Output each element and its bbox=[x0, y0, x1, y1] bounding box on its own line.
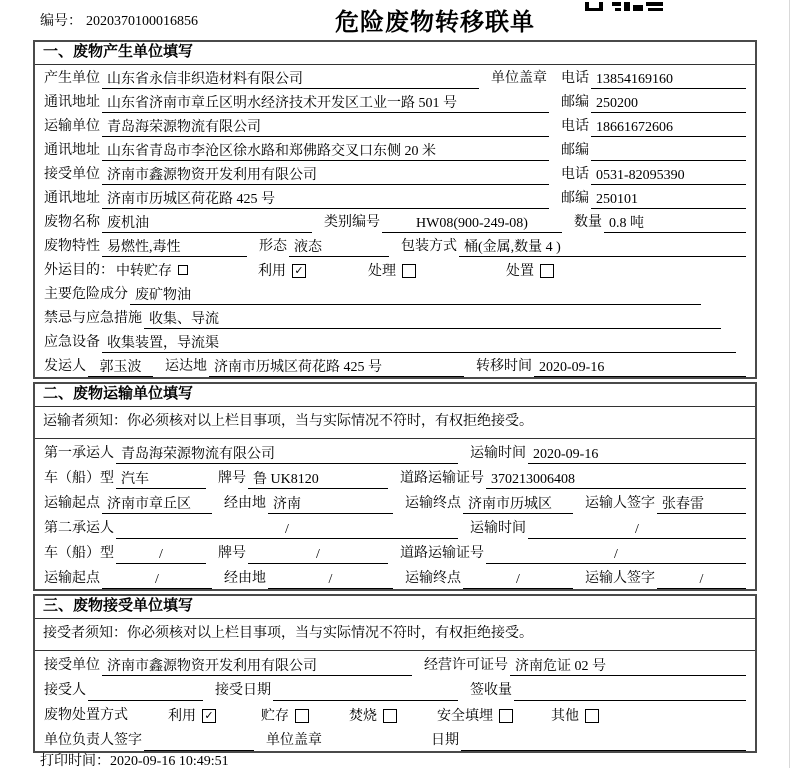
quantity-value: 0.8 吨 bbox=[604, 214, 746, 233]
route-end-2-value: / bbox=[463, 570, 573, 589]
disposal-option-utilize bbox=[168, 707, 216, 726]
row-shipper bbox=[35, 353, 755, 377]
disposal-option-utilize-label: 利用 bbox=[168, 709, 196, 724]
producer-phone-label: 电话 bbox=[561, 71, 589, 86]
second-carrier-value: / bbox=[116, 520, 458, 539]
transport-date-2-label: 运输时间 bbox=[470, 521, 526, 536]
row-disposal-method bbox=[35, 701, 755, 726]
disposal-option-other-label: 其他 bbox=[551, 709, 579, 724]
page-title: 危险废物转移联单 bbox=[335, 10, 535, 36]
transporter-address-value: 山东省青岛市李沧区徐水路和郑佛路交叉口东侧 20 米 bbox=[102, 142, 549, 161]
purpose-treat-checkbox bbox=[402, 264, 416, 278]
row-hazard-components bbox=[35, 281, 755, 305]
license-number-label: 经营许可证号 bbox=[424, 658, 508, 673]
purpose-option-treat bbox=[368, 262, 416, 281]
unit-seal-2-label: 单位盖章 bbox=[266, 733, 322, 748]
print-time-value: 2020-09-16 10:49:51 bbox=[110, 754, 229, 768]
disposal-incinerate-checkbox bbox=[383, 709, 397, 723]
responsible-signature-label: 单位负责人签字 bbox=[44, 733, 142, 748]
purpose-option-dispose-label: 处置 bbox=[506, 264, 534, 279]
first-carrier-label: 第一承运人 bbox=[44, 446, 114, 461]
row-transporter-unit bbox=[35, 113, 755, 137]
producer-address-value: 山东省济南市章丘区明水经济技术开发区工业一路 501 号 bbox=[102, 94, 549, 113]
route-end-2-label: 运输终点 bbox=[405, 571, 461, 586]
row-route-1 bbox=[35, 489, 755, 514]
row-producer-unit bbox=[35, 65, 755, 89]
purpose-utilize-checkbox: ✓ bbox=[292, 264, 306, 278]
waste-name-label: 废物名称 bbox=[44, 215, 100, 230]
road-permit-label: 道路运输证号 bbox=[400, 471, 484, 486]
acceptor-label: 接受人 bbox=[44, 683, 86, 698]
row-receiver-address bbox=[35, 185, 755, 209]
form-state-value: 液态 bbox=[289, 238, 389, 257]
section-transport bbox=[33, 382, 757, 591]
hazard-components-value: 废矿物油 bbox=[130, 286, 701, 305]
purpose-option-storage bbox=[116, 262, 188, 281]
route-via-label: 经由地 bbox=[224, 496, 266, 511]
destination-value: 济南市历城区荷花路 425 号 bbox=[209, 358, 464, 377]
seal-date-label: 日期 bbox=[431, 733, 459, 748]
disposal-option-incinerate-label: 焚烧 bbox=[349, 709, 377, 724]
purpose-option-utilize bbox=[258, 262, 306, 281]
row-emergency-equipment bbox=[35, 329, 755, 353]
carrier-signature-value: 张春雷 bbox=[657, 495, 746, 514]
route-via-2-value: / bbox=[268, 570, 393, 589]
row-route-2 bbox=[35, 564, 755, 589]
transport-date-label: 运输时间 bbox=[470, 446, 526, 461]
producer-phone-value: 13854169160 bbox=[591, 70, 746, 89]
section-receiver bbox=[33, 594, 757, 753]
receiver-phone-label: 电话 bbox=[561, 167, 589, 182]
transfer-date-label: 转移时间 bbox=[476, 359, 532, 374]
road-permit-value: 370213006408 bbox=[486, 470, 746, 489]
receiver-address-label: 通讯地址 bbox=[44, 191, 100, 206]
destination-label: 运达地 bbox=[165, 359, 207, 374]
plate-number-2-label: 牌号 bbox=[218, 546, 246, 561]
carrier-signature-2-label: 运输人签字 bbox=[585, 571, 655, 586]
waste-property-value: 易燃性,毒性 bbox=[102, 238, 247, 257]
route-via-value: 济南 bbox=[268, 495, 393, 514]
transport-date-2-value: / bbox=[528, 520, 746, 539]
purpose-option-utilize-label: 利用 bbox=[258, 264, 286, 279]
section-receiver-title: 三、废物接受单位填写 bbox=[35, 596, 755, 619]
row-producer-address bbox=[35, 89, 755, 113]
route-start-2-label: 运输起点 bbox=[44, 571, 100, 586]
seal-date-value bbox=[461, 732, 746, 751]
signed-quantity-label: 签收量 bbox=[470, 683, 512, 698]
plate-number-label: 牌号 bbox=[218, 471, 246, 486]
page-edge-line bbox=[789, 0, 790, 768]
purpose-dispose-checkbox bbox=[540, 264, 554, 278]
disposal-other-checkbox bbox=[585, 709, 599, 723]
accept-date-label: 接受日期 bbox=[215, 683, 271, 698]
transporter-phone-value: 18661672606 bbox=[591, 118, 746, 137]
first-carrier-value: 青岛海荣源物流有限公司 bbox=[116, 445, 458, 464]
producer-unit-label: 产生单位 bbox=[44, 71, 100, 86]
waste-name-value: 废机油 bbox=[102, 214, 312, 233]
receiver-phone-value: 0531-82095390 bbox=[591, 166, 746, 185]
qr-code-fragment-icon bbox=[585, 0, 663, 9]
purpose-option-dispose bbox=[506, 262, 554, 281]
disposal-option-storage-label: 贮存 bbox=[261, 709, 289, 724]
row-receiver-unit bbox=[35, 161, 755, 185]
category-code-label: 类别编号 bbox=[324, 215, 380, 230]
plate-number-2-value: / bbox=[248, 545, 388, 564]
accept-date-value bbox=[273, 682, 458, 701]
emergency-measures-value: 收集、导流 bbox=[144, 310, 721, 329]
accept-unit-value: 济南市鑫源物资开发利用有限公司 bbox=[102, 657, 412, 676]
road-permit-2-value: / bbox=[486, 545, 746, 564]
disposal-storage-checkbox bbox=[295, 709, 309, 723]
disposal-utilize-checkbox: ✓ bbox=[202, 709, 216, 723]
row-vehicle-2 bbox=[35, 539, 755, 564]
route-via-2-label: 经由地 bbox=[224, 571, 266, 586]
responsible-signature-value bbox=[144, 732, 254, 751]
carrier-signature-label: 运输人签字 bbox=[585, 496, 655, 511]
transporter-zip-label: 邮编 bbox=[561, 143, 589, 158]
receiver-zip-label: 邮编 bbox=[561, 191, 589, 206]
shipper-label: 发运人 bbox=[44, 359, 86, 374]
disposal-landfill-checkbox bbox=[499, 709, 513, 723]
packaging-value: 桶(金属,数量 4 ) bbox=[459, 238, 746, 257]
purpose-option-treat-label: 处理 bbox=[368, 264, 396, 279]
row-acceptor bbox=[35, 676, 755, 701]
disposal-option-incinerate bbox=[349, 707, 397, 726]
transporter-phone-label: 电话 bbox=[561, 119, 589, 134]
row-transfer-purpose bbox=[35, 257, 755, 281]
producer-unit-value: 山东省永信非织造材料有限公司 bbox=[102, 70, 479, 89]
route-start-2-value: / bbox=[102, 570, 212, 589]
vehicle-type-value: 汽车 bbox=[116, 470, 206, 489]
form-body bbox=[33, 40, 757, 753]
transport-date-value: 2020-09-16 bbox=[528, 445, 746, 464]
route-end-value: 济南市历城区 bbox=[463, 495, 573, 514]
producer-zip-label: 邮编 bbox=[561, 95, 589, 110]
transporter-unit-value: 青岛海荣源物流有限公司 bbox=[102, 118, 549, 137]
purpose-option-storage-label: 中转贮存 bbox=[116, 264, 172, 279]
row-second-carrier bbox=[35, 514, 755, 539]
producer-address-label: 通讯地址 bbox=[44, 95, 100, 110]
print-time-label: 打印时间： bbox=[40, 754, 110, 768]
vehicle-type-2-value: / bbox=[116, 545, 206, 564]
transporter-zip-value bbox=[591, 142, 746, 161]
signed-quantity-value bbox=[514, 682, 746, 701]
carrier-signature-2-value: / bbox=[657, 570, 746, 589]
vehicle-type-label: 车（船）型 bbox=[44, 471, 114, 486]
emergency-equipment-label: 应急设备 bbox=[44, 335, 100, 350]
plate-number-value: 鲁 UK8120 bbox=[248, 470, 388, 489]
quantity-label: 数量 bbox=[574, 215, 602, 230]
receiver-unit-value: 济南市鑫源物资开发利用有限公司 bbox=[102, 166, 549, 185]
disposal-method-label: 废物处置方式 bbox=[44, 708, 128, 723]
section-producer bbox=[33, 40, 757, 379]
row-vehicle-1 bbox=[35, 464, 755, 489]
row-accept-unit bbox=[35, 651, 755, 676]
route-end-label: 运输终点 bbox=[405, 496, 461, 511]
transporter-address-label: 通讯地址 bbox=[44, 143, 100, 158]
disposal-option-landfill-label: 安全填埋 bbox=[437, 709, 493, 724]
disposal-option-landfill bbox=[437, 707, 513, 726]
document-number-label: 编号： bbox=[40, 14, 82, 29]
route-start-label: 运输起点 bbox=[44, 496, 100, 511]
unit-seal-label: 单位盖章 bbox=[491, 71, 547, 86]
vehicle-type-2-label: 车（船）型 bbox=[44, 546, 114, 561]
print-time bbox=[40, 750, 229, 768]
shipper-value: 郭玉波 bbox=[88, 358, 153, 377]
row-waste-property bbox=[35, 233, 755, 257]
producer-zip-value: 250200 bbox=[591, 94, 746, 113]
row-first-carrier bbox=[35, 439, 755, 464]
route-start-value: 济南市章丘区 bbox=[102, 495, 212, 514]
license-number-value: 济南危证 02 号 bbox=[510, 657, 746, 676]
disposal-option-other bbox=[551, 707, 599, 726]
acceptor-value bbox=[88, 682, 203, 701]
receiver-unit-label: 接受单位 bbox=[44, 167, 100, 182]
packaging-label: 包装方式 bbox=[401, 239, 457, 254]
transfer-date-value: 2020-09-16 bbox=[534, 358, 746, 377]
row-responsible-signature bbox=[35, 726, 755, 751]
section-transport-title: 二、废物运输单位填写 bbox=[35, 384, 755, 407]
road-permit-2-label: 道路运输证号 bbox=[400, 546, 484, 561]
accept-unit-label: 接受单位 bbox=[44, 658, 100, 673]
disposal-option-storage bbox=[261, 707, 309, 726]
section-producer-title: 一、废物产生单位填写 bbox=[35, 42, 755, 65]
waste-property-label: 废物特性 bbox=[44, 239, 100, 254]
second-carrier-label: 第二承运人 bbox=[44, 521, 114, 536]
emergency-measures-label: 禁忌与应急措施 bbox=[44, 311, 142, 326]
purpose-storage-checkbox bbox=[178, 265, 188, 275]
form-state-label: 形态 bbox=[259, 239, 287, 254]
hazard-components-label: 主要危险成分 bbox=[44, 287, 128, 302]
row-waste-name bbox=[35, 209, 755, 233]
receiver-zip-value: 250101 bbox=[591, 190, 746, 209]
receiver-address-value: 济南市历城区荷花路 425 号 bbox=[102, 190, 549, 209]
row-transporter-address bbox=[35, 137, 755, 161]
category-code-value: HW08(900-249-08) bbox=[382, 214, 562, 233]
emergency-equipment-value: 收集装置，导流渠 bbox=[102, 334, 736, 353]
document-number bbox=[40, 10, 198, 30]
transfer-purpose-label: 外运目的： bbox=[44, 263, 114, 278]
row-emergency-measures bbox=[35, 305, 755, 329]
transporter-unit-label: 运输单位 bbox=[44, 119, 100, 134]
receiver-notice: 接受者须知：你必须核对以上栏目事项，当与实际情况不符时，有权拒绝接受。 bbox=[35, 619, 755, 651]
document-number-value: 2020370100016856 bbox=[86, 14, 198, 29]
transporter-notice: 运输者须知：你必须核对以上栏目事项，当与实际情况不符时，有权拒绝接受。 bbox=[35, 407, 755, 439]
